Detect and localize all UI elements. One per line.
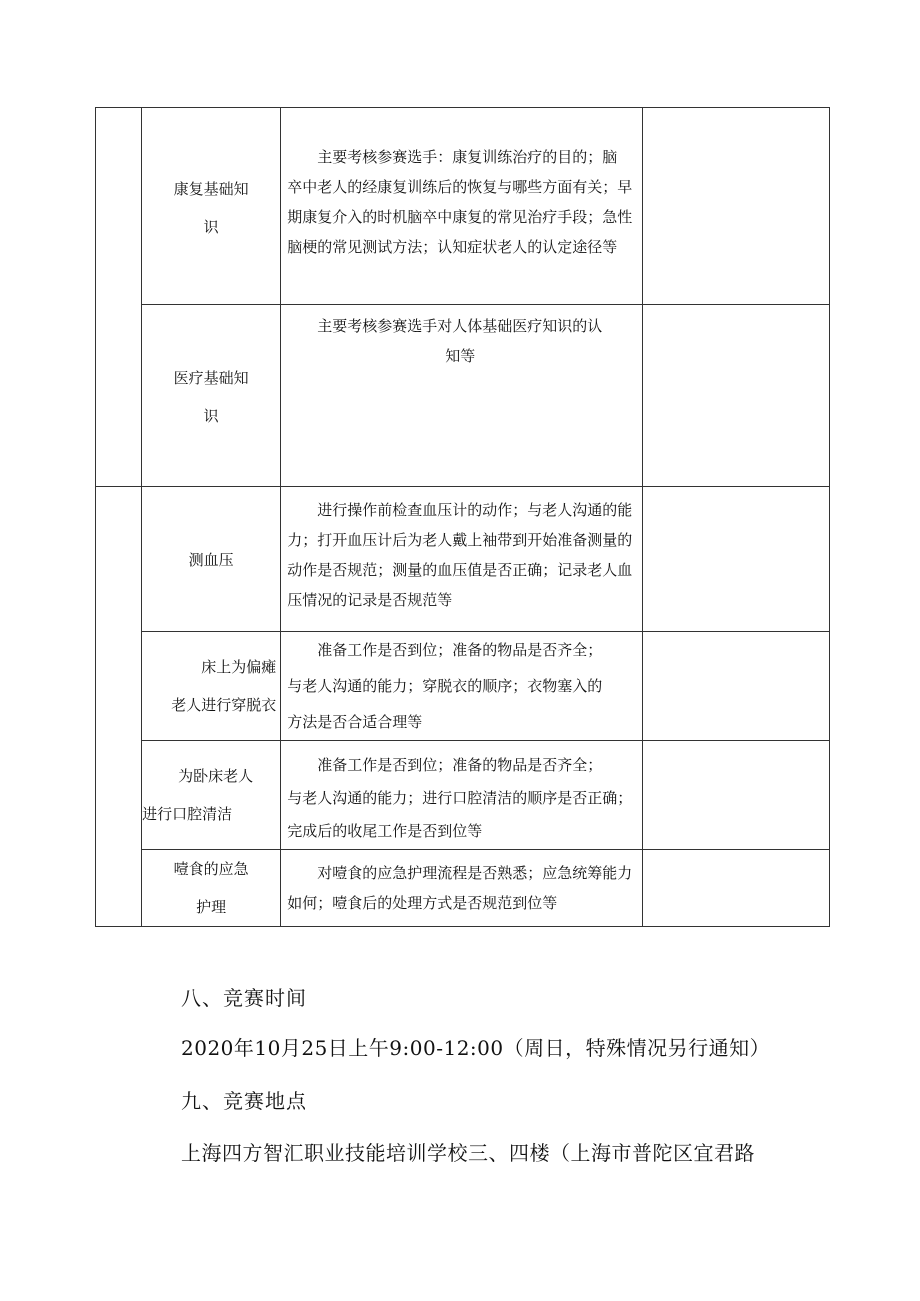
score-cell	[642, 487, 829, 632]
item-desc-line: 压情况的记录是否规范等	[287, 591, 453, 609]
score-cell	[642, 632, 829, 741]
item-desc-line: 动作是否规范；测量的血压值是否正确；记录老人血	[287, 561, 633, 579]
item-name-line: 识	[203, 218, 219, 236]
item-desc-cell	[281, 850, 642, 927]
item-name-line: 医疗基础知	[173, 369, 249, 387]
item-name-line: 为卧床老人	[178, 767, 254, 785]
table-row	[96, 741, 830, 850]
section-heading-location: 九、竞赛地点	[181, 1089, 307, 1113]
score-cell	[642, 108, 829, 305]
category-cell	[96, 487, 142, 927]
score-cell	[642, 305, 829, 487]
item-desc-cell	[281, 305, 642, 487]
item-name-cell	[142, 487, 281, 632]
item-desc-line: 知等	[445, 347, 476, 365]
item-desc-line: 进行操作前检查血压计的动作；与老人沟通的能	[317, 501, 633, 519]
item-desc-line: 准备工作是否到位；准备的物品是否齐全；	[317, 756, 603, 774]
item-name-line: 识	[203, 407, 219, 425]
table-row	[96, 632, 830, 741]
item-name-cell	[142, 108, 281, 305]
item-desc-line: 完成后的收尾工作是否到位等	[287, 822, 483, 840]
item-desc-line: 主要考核参赛选手对人体基础医疗知识的认	[317, 317, 603, 335]
item-desc-line: 卒中老人的经康复训练后的恢复与哪些方面有关；早	[287, 178, 633, 196]
score-cell	[642, 850, 829, 927]
item-desc-line: 与老人沟通的能力；进行口腔清洁的顺序是否正确；	[287, 789, 633, 807]
item-desc-line: 如何；噎食后的处理方式是否规范到位等	[287, 894, 558, 912]
item-name-line: 老人进行穿脱衣	[171, 696, 277, 714]
category-cell	[96, 108, 142, 487]
item-name-line: 护理	[196, 898, 227, 916]
item-name-line: 康复基础知	[173, 180, 249, 198]
section-heading-time: 八、竞赛时间	[181, 986, 307, 1010]
table-row	[96, 850, 830, 927]
assessment-table	[95, 107, 830, 927]
table-row	[96, 487, 830, 632]
table-row	[96, 108, 830, 305]
item-name-cell	[142, 305, 281, 487]
item-name-line: 进行口腔清洁	[142, 805, 233, 823]
item-desc-line: 力；打开血压计后为老人戴上袖带到开始准备测量的	[287, 531, 633, 549]
item-desc-line: 期康复介入的时机脑卒中康复的常见治疗手段；急性	[287, 208, 633, 226]
item-name-line: 床上为偏瘫	[201, 658, 277, 676]
item-desc-line: 主要考核参赛选手：康复训练治疗的目的；脑	[317, 148, 618, 166]
item-desc-line: 准备工作是否到位；准备的物品是否齐全；	[317, 641, 603, 659]
item-name-line: 噎食的应急	[173, 860, 249, 878]
competition-time-text: 2020年10月25日上午9:00-12:00（周日，特殊情况另行通知）	[181, 1036, 771, 1060]
item-name-cell	[142, 850, 281, 927]
score-cell	[642, 741, 829, 850]
item-desc-line: 与老人沟通的能力；穿脱衣的顺序；衣物塞入的	[287, 677, 603, 695]
item-desc-cell	[281, 108, 642, 305]
item-desc-cell	[281, 487, 642, 632]
item-name-cell	[142, 632, 281, 741]
item-desc-cell	[281, 741, 642, 850]
competition-location-text: 上海四方智汇职业技能培训学校三、四楼（上海市普陀区宜君路	[181, 1141, 755, 1165]
item-desc-line: 脑梗的常见测试方法；认知症状老人的认定途径等	[287, 238, 618, 256]
item-name-cell	[142, 741, 281, 850]
item-name-line: 测血压	[188, 551, 234, 569]
item-desc-line: 对噎食的应急护理流程是否熟悉；应急统筹能力	[317, 864, 633, 882]
item-desc-line: 方法是否合适合理等	[287, 713, 423, 731]
table-row	[96, 305, 830, 487]
item-desc-cell	[281, 632, 642, 741]
